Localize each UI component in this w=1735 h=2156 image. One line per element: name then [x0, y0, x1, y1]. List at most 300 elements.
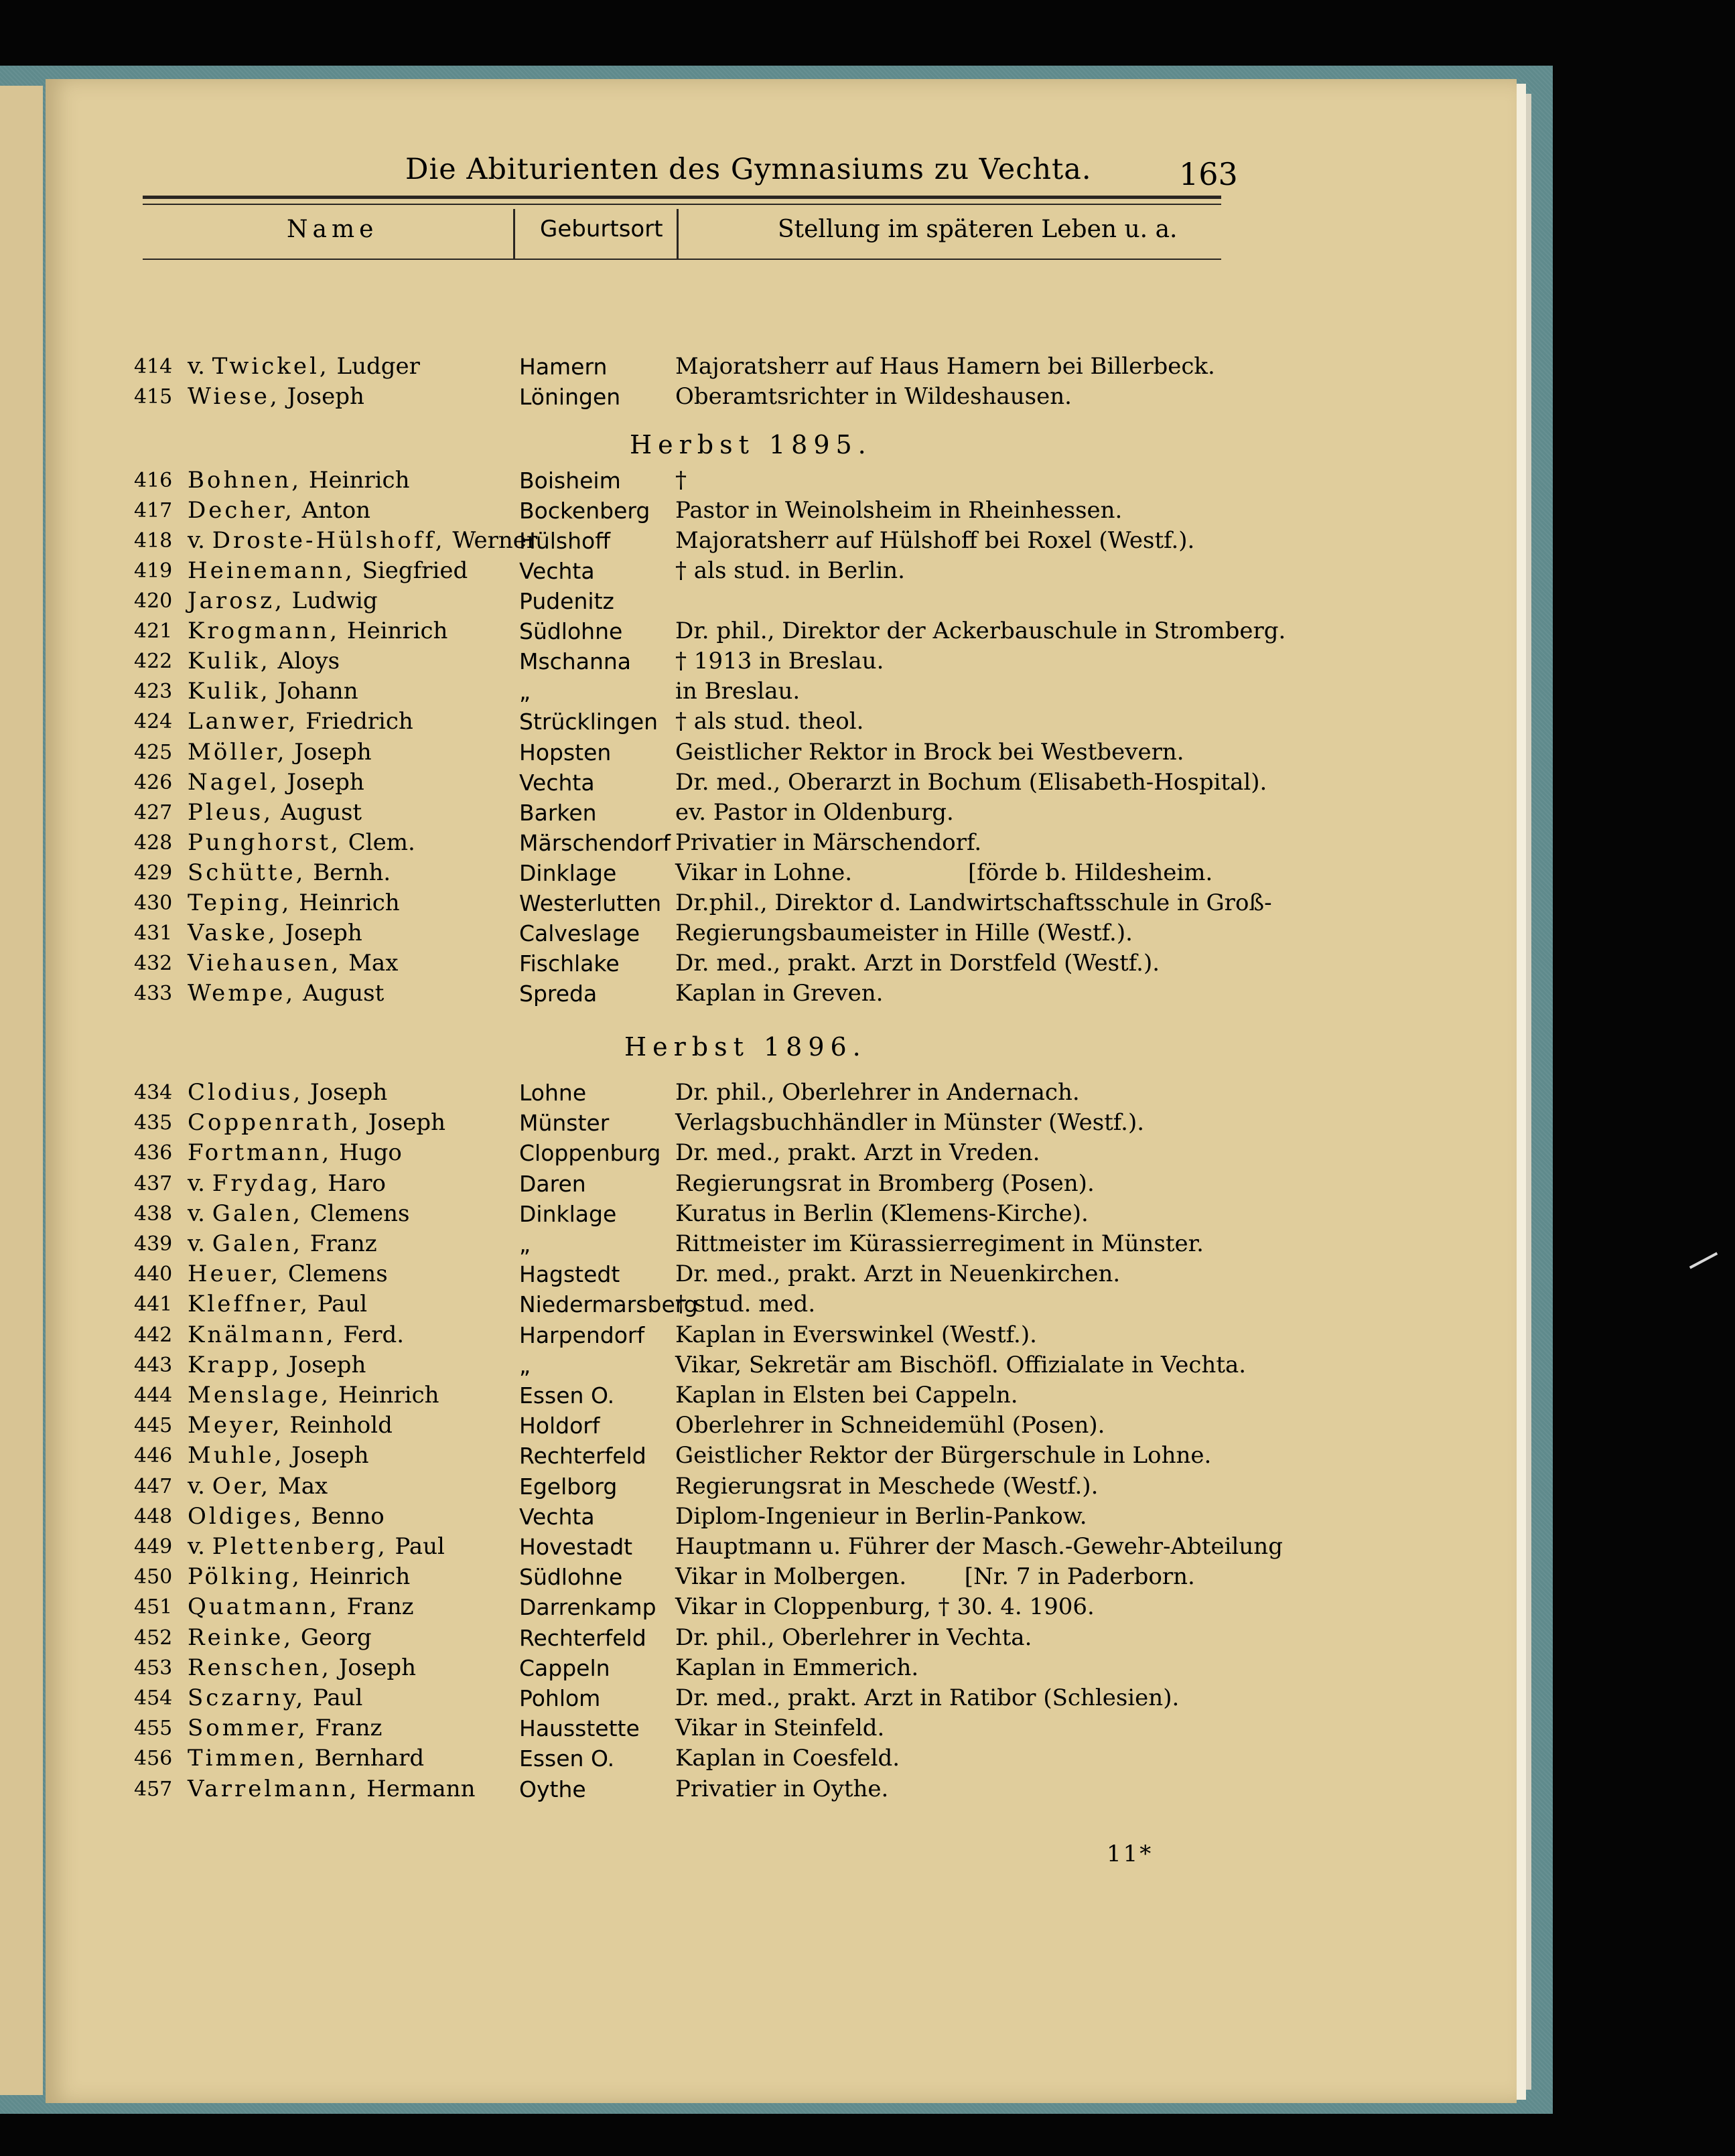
name-prefix: v. — [188, 1473, 212, 1500]
surname: Bohnen, — [188, 467, 302, 494]
career-note: Hauptmann u. Führer der Masch.-Gewehr-Abteilung — [675, 1533, 1283, 1560]
career-note: Kuratus in Berlin (Klemens-Kirche). — [675, 1200, 1089, 1227]
surname: Oldiges, — [188, 1503, 304, 1530]
entry-number: 438 — [134, 1202, 173, 1226]
career-note: ev. Pastor in Oldenburg. — [675, 799, 954, 826]
student-name — [188, 556, 468, 586]
career-note: Geistlicher Rektor der Bürgerschule in Lohne. — [675, 1442, 1212, 1469]
list-item — [0, 768, 1340, 798]
student-name — [188, 798, 362, 828]
entry-number: 421 — [134, 620, 173, 643]
list-item — [0, 1380, 1340, 1411]
entry-number: 455 — [134, 1717, 173, 1740]
surname: Timmen, — [188, 1745, 307, 1772]
student-name — [188, 1289, 367, 1319]
birthplace: Rechterfeld — [519, 1625, 646, 1651]
list-item — [0, 1683, 1340, 1713]
student-name — [188, 676, 358, 707]
given-name: Joseph — [279, 769, 364, 796]
student-name — [188, 496, 370, 526]
list-item — [0, 979, 1340, 1009]
birthplace: Südlohne — [519, 1564, 623, 1590]
student-name — [188, 1774, 475, 1804]
birthplace: Cappeln — [519, 1655, 610, 1681]
entry-number: 434 — [134, 1081, 173, 1104]
birthplace: Hausstette — [519, 1715, 640, 1741]
birthplace: Löningen — [519, 384, 621, 410]
surname: Teping, — [188, 889, 292, 916]
birthplace: Calveslage — [519, 920, 640, 946]
list-item — [0, 1078, 1340, 1108]
given-name: Bernh. — [305, 859, 391, 886]
list-item — [0, 1350, 1340, 1380]
surname: Wempe, — [188, 980, 296, 1007]
birthplace: Mschanna — [519, 648, 631, 674]
surname: Galen, — [212, 1230, 303, 1257]
list-item — [0, 737, 1340, 768]
entry-number: 451 — [134, 1595, 173, 1619]
career-note: Rittmeister im Kürassierregiment in Münster. — [675, 1230, 1204, 1257]
header-rule-thin — [143, 204, 1221, 205]
career-note: Majoratsherr auf Hülshoff bei Roxel (Westf.). — [675, 527, 1195, 554]
list-item — [0, 352, 1340, 382]
given-name: Aloys — [270, 648, 340, 674]
birthplace: Bockenberg — [519, 498, 650, 524]
given-name: Werner — [445, 527, 538, 554]
given-name: Paul — [305, 1684, 363, 1711]
career-note: Regierungsrat in Bromberg (Posen). — [675, 1170, 1095, 1197]
surname: Kulik, — [188, 678, 271, 705]
entry-number: 442 — [134, 1323, 173, 1347]
entry-number: 428 — [134, 831, 173, 855]
list-item — [0, 1562, 1340, 1592]
scanner-dust — [1689, 1252, 1718, 1269]
career-note: Vikar in Steinfeld. — [675, 1715, 885, 1741]
given-name: Friedrich — [298, 708, 413, 735]
birthplace: „ — [519, 1231, 531, 1257]
surname: Frydag, — [212, 1170, 321, 1197]
birthplace: Hovestadt — [519, 1534, 633, 1560]
student-name — [188, 1259, 388, 1289]
birthplace: Dinklage — [519, 860, 617, 886]
student-name — [188, 1320, 404, 1350]
career-note: Diplom-Ingenieur in Berlin-Pankow. — [675, 1503, 1087, 1530]
surname: Fortmann, — [188, 1139, 332, 1166]
entry-number: 445 — [134, 1414, 173, 1437]
surname: Krapp, — [188, 1352, 282, 1378]
given-name: Joseph — [331, 1654, 416, 1681]
entry-number: 416 — [134, 469, 173, 492]
birthplace: Essen O. — [519, 1745, 615, 1772]
student-name — [188, 1199, 409, 1229]
given-name: Heinrich — [331, 1382, 439, 1409]
name-prefix: v. — [188, 353, 212, 380]
surname: Heinemann, — [188, 557, 355, 584]
student-name — [188, 1743, 424, 1774]
student-name — [188, 465, 410, 496]
student-name — [188, 586, 378, 616]
surname: Muhle, — [188, 1442, 285, 1469]
career-note: Privatier in Märschendorf. — [675, 829, 982, 856]
entry-number: 439 — [134, 1232, 173, 1256]
given-name: Haro — [320, 1170, 386, 1197]
birthplace: Vechta — [519, 1504, 595, 1530]
given-name: Joseph — [287, 739, 372, 766]
career-note: Vikar, Sekretär am Bischöfl. Offizialate in Vechta. — [675, 1352, 1247, 1378]
entry-number: 426 — [134, 771, 173, 794]
birthplace: Strücklingen — [519, 709, 658, 735]
birthplace: Vechta — [519, 770, 595, 796]
given-name: Bernhard — [307, 1745, 425, 1772]
section-heading-herbst-1896: Herbst 1896. — [624, 1032, 867, 1062]
birthplace: Essen O. — [519, 1382, 615, 1409]
list-item — [0, 382, 1340, 412]
name-prefix: v. — [188, 1200, 212, 1227]
list-item — [0, 646, 1340, 676]
list-item — [0, 1713, 1340, 1743]
surname: Schütte, — [188, 859, 306, 886]
career-note: Vikar in Lohne. [förde b. Hildesheim. — [675, 859, 1213, 886]
surname: Clodius, — [188, 1079, 303, 1106]
student-name — [188, 1562, 410, 1592]
birthplace: Vechta — [519, 558, 595, 584]
given-name: Siegfried — [354, 557, 468, 584]
entry-number: 453 — [134, 1656, 173, 1680]
list-item — [0, 1138, 1340, 1168]
entry-number: 448 — [134, 1505, 173, 1528]
student-name — [188, 1411, 393, 1441]
entry-number: 420 — [134, 589, 173, 613]
given-name: Clemens — [302, 1200, 410, 1227]
career-note: † stud. med. — [675, 1291, 816, 1317]
birthplace: Fischlake — [519, 950, 620, 977]
given-name: Paul — [309, 1291, 368, 1317]
surname: Sczarny, — [188, 1684, 306, 1711]
surname: Decher, — [188, 497, 295, 524]
career-note: Verlagsbuchhändler in Münster (Westf.). — [675, 1109, 1145, 1136]
list-item — [0, 1502, 1340, 1532]
entry-number: 435 — [134, 1111, 173, 1135]
birthplace: Hopsten — [519, 739, 612, 766]
career-note: Vikar in Molbergen. [Nr. 7 in Paderborn. — [675, 1563, 1195, 1590]
entry-number: 447 — [134, 1475, 173, 1498]
student-name — [188, 948, 398, 979]
list-item — [0, 676, 1340, 707]
given-name: Ferd. — [336, 1321, 405, 1348]
given-name: Joseph — [303, 1079, 388, 1106]
entry-number: 449 — [134, 1535, 173, 1559]
page-block-edge — [1517, 84, 1526, 2100]
student-name — [188, 858, 391, 888]
entry-number: 431 — [134, 922, 173, 945]
student-name — [188, 1078, 387, 1108]
career-note: Privatier in Oythe. — [675, 1776, 889, 1802]
student-name — [188, 1713, 382, 1743]
career-note: in Breslau. — [675, 678, 801, 705]
list-item — [0, 828, 1340, 858]
student-name — [188, 382, 364, 412]
list-item — [0, 707, 1340, 737]
list-item — [0, 798, 1340, 828]
given-name: Ludger — [329, 353, 420, 380]
birthplace: Barken — [519, 800, 597, 826]
given-name: Johann — [270, 678, 358, 705]
entry-number: 446 — [134, 1444, 173, 1467]
surname: Coppenrath, — [188, 1109, 361, 1136]
page-block-edge-shadow — [1526, 94, 1531, 2090]
student-name — [188, 1532, 445, 1562]
career-note: Dr. phil., Oberlehrer in Andernach. — [675, 1079, 1080, 1106]
surname: Varrelmann, — [188, 1776, 360, 1802]
surname: Sommer, — [188, 1715, 308, 1741]
entry-number: 437 — [134, 1172, 173, 1196]
career-note: † 1913 in Breslau. — [675, 648, 884, 674]
surname: Punghorst, — [188, 829, 341, 856]
birthplace: Hülshoff — [519, 528, 610, 554]
birthplace: Holdorf — [519, 1413, 600, 1439]
list-item — [0, 1169, 1340, 1199]
list-item — [0, 858, 1340, 888]
list-item — [0, 1289, 1340, 1319]
entry-number: 419 — [134, 559, 173, 583]
name-prefix: v. — [188, 527, 212, 554]
given-name: Joseph — [360, 1109, 446, 1136]
birthplace: Rechterfeld — [519, 1443, 646, 1469]
entry-number: 443 — [134, 1354, 173, 1377]
surname: Kleffner, — [188, 1291, 310, 1317]
printer-signature: 11* — [1107, 1841, 1154, 1867]
list-item — [0, 1229, 1340, 1259]
surname: Krogmann, — [188, 618, 340, 644]
birthplace: Darrenkamp — [519, 1594, 656, 1620]
surname: Plettenberg, — [212, 1533, 388, 1560]
given-name: Joseph — [277, 920, 362, 946]
given-name: Hugo — [332, 1139, 402, 1166]
career-note: Majoratsherr auf Haus Hamern bei Billerbeck. — [675, 353, 1215, 380]
given-name: August — [273, 799, 362, 826]
surname: Wiese, — [188, 383, 280, 410]
career-note: Dr. med., prakt. Arzt in Vreden. — [675, 1139, 1040, 1166]
list-item — [0, 1743, 1340, 1774]
surname: Möller, — [188, 739, 287, 766]
career-note: Dr. med., prakt. Arzt in Neuenkirchen. — [675, 1261, 1121, 1287]
birthplace: „ — [519, 1352, 531, 1378]
birthplace: Boisheim — [519, 468, 621, 494]
student-name — [188, 737, 372, 768]
career-note: Regierungsbaumeister in Hille (Westf.). — [675, 920, 1133, 946]
birthplace: Pudenitz — [519, 588, 614, 614]
column-header-name: Name — [287, 216, 378, 243]
list-item — [0, 1774, 1340, 1804]
entry-number: 423 — [134, 680, 173, 703]
surname: Nagel, — [188, 769, 280, 796]
surname: Pölking, — [188, 1563, 302, 1590]
list-item — [0, 465, 1340, 496]
name-prefix: v. — [188, 1533, 212, 1560]
career-note: Kaplan in Coesfeld. — [675, 1745, 900, 1772]
entry-number: 456 — [134, 1747, 173, 1770]
student-name — [188, 1623, 372, 1653]
entry-number: 414 — [134, 355, 173, 378]
student-name — [188, 1380, 439, 1411]
given-name: Joseph — [281, 1352, 366, 1378]
surname: Meyer, — [188, 1412, 283, 1439]
entry-number: 429 — [134, 861, 173, 885]
career-note: Oberamtsrichter in Wildeshausen. — [675, 383, 1072, 410]
birthplace: Dinklage — [519, 1201, 617, 1227]
page-number: 163 — [1179, 156, 1238, 192]
given-name: Benno — [303, 1503, 385, 1530]
student-name — [188, 707, 413, 737]
list-item — [0, 1592, 1340, 1622]
list-item — [0, 1411, 1340, 1441]
birthplace: Cloppenburg — [519, 1140, 661, 1166]
career-note: Dr.phil., Direktor d. Landwirtschaftsschule in Groß- — [675, 889, 1272, 916]
surname: Pleus, — [188, 799, 274, 826]
list-item — [0, 616, 1340, 646]
list-item — [0, 1199, 1340, 1229]
list-item — [0, 1108, 1340, 1138]
list-item — [0, 1259, 1340, 1289]
given-name: Franz — [302, 1230, 377, 1257]
column-header-birthplace: Geburtsort — [540, 216, 663, 242]
list-item — [0, 948, 1340, 979]
name-prefix: v. — [188, 1230, 212, 1257]
surname: Quatmann, — [188, 1593, 340, 1620]
entry-number: 424 — [134, 710, 173, 733]
student-name — [188, 1592, 414, 1622]
entry-number: 425 — [134, 741, 173, 764]
given-name: Heinrich — [301, 467, 410, 494]
surname: Reinke, — [188, 1624, 294, 1651]
career-note: Dr. phil., Oberlehrer in Vechta. — [675, 1624, 1032, 1651]
list-item — [0, 1320, 1340, 1350]
student-name — [188, 1350, 366, 1380]
entry-number: 418 — [134, 529, 173, 553]
surname: Kulik, — [188, 648, 271, 674]
given-name: Max — [341, 950, 399, 977]
birthplace: Niedermarsberg — [519, 1291, 698, 1317]
entry-number: 417 — [134, 499, 173, 522]
surname: Viehausen, — [188, 950, 342, 977]
birthplace: Harpendorf — [519, 1322, 645, 1348]
entry-number: 450 — [134, 1565, 173, 1589]
career-note: Dr. phil., Direktor der Ackerbauschule in Stromberg. — [675, 618, 1286, 644]
surname: Heuer, — [188, 1261, 281, 1287]
birthplace: Oythe — [519, 1776, 586, 1802]
list-item — [0, 1623, 1340, 1653]
career-note: Kaplan in Elsten bei Cappeln. — [675, 1382, 1018, 1409]
birthplace: Hamern — [519, 354, 608, 380]
entry-number: 415 — [134, 385, 173, 409]
given-name: Franz — [339, 1593, 414, 1620]
given-name: Georg — [293, 1624, 372, 1651]
student-name — [188, 1653, 416, 1683]
career-note: Kaplan in Greven. — [675, 980, 884, 1007]
birthplace: Südlohne — [519, 618, 623, 644]
student-name — [188, 1229, 377, 1259]
student-name — [188, 526, 537, 556]
list-item — [0, 1471, 1340, 1502]
student-name — [188, 1683, 362, 1713]
given-name: Franz — [307, 1715, 383, 1741]
career-note: Pastor in Weinolsheim in Rheinhessen. — [675, 497, 1123, 524]
birthplace: Märschendorf — [519, 830, 671, 856]
column-header-career: Stellung im späteren Leben u. a. — [778, 216, 1178, 243]
student-name — [188, 828, 415, 858]
surname: Jarosz, — [188, 587, 285, 614]
career-note: Kaplan in Emmerich. — [675, 1654, 919, 1681]
table-header-rule — [143, 259, 1221, 260]
entry-number: 432 — [134, 952, 173, 975]
birthplace: „ — [519, 678, 531, 705]
running-header-title: Die Abiturienten des Gymnasiums zu Vechta. — [405, 153, 1092, 186]
student-name — [188, 1441, 369, 1471]
career-note: † als stud. theol. — [675, 708, 864, 735]
career-note: Oberlehrer in Schneidemühl (Posen). — [675, 1412, 1105, 1439]
birthplace: Egelborg — [519, 1474, 618, 1500]
list-item — [0, 496, 1340, 526]
given-name: Joseph — [279, 383, 364, 410]
entry-number: 440 — [134, 1263, 173, 1286]
career-note: † als stud. in Berlin. — [675, 557, 905, 584]
given-name: Heinrich — [340, 618, 448, 644]
column-divider — [677, 209, 679, 260]
birthplace: Spreda — [519, 981, 598, 1007]
career-note: † — [675, 467, 687, 494]
surname: Oer, — [212, 1473, 271, 1500]
student-name — [188, 1169, 386, 1199]
name-prefix: v. — [188, 1170, 212, 1197]
career-note: Dr. med., prakt. Arzt in Ratibor (Schlesien). — [675, 1684, 1180, 1711]
column-divider — [513, 209, 515, 260]
student-name — [188, 352, 420, 382]
surname: Lanwer, — [188, 708, 299, 735]
birthplace: Münster — [519, 1110, 610, 1136]
surname: Droste-Hülshoff, — [212, 527, 445, 554]
birthplace: Hagstedt — [519, 1261, 620, 1287]
surname: Twickel, — [212, 353, 330, 380]
entry-number: 430 — [134, 891, 173, 915]
career-note: Dr. med., prakt. Arzt in Dorstfeld (Westf.). — [675, 950, 1160, 977]
surname: Renschen, — [188, 1654, 332, 1681]
surname: Knälmann, — [188, 1321, 336, 1348]
given-name: Heinrich — [291, 889, 400, 916]
entry-number: 454 — [134, 1686, 173, 1710]
section-heading-herbst-1895: Herbst 1895. — [630, 430, 872, 459]
given-name: Max — [271, 1473, 328, 1500]
student-name — [188, 616, 447, 646]
student-name — [188, 979, 384, 1009]
entry-number: 444 — [134, 1384, 173, 1407]
entry-number: 433 — [134, 982, 173, 1005]
career-note: Geistlicher Rektor in Brock bei Westbevern. — [675, 739, 1184, 766]
career-note: Kaplan in Everswinkel (Westf.). — [675, 1321, 1037, 1348]
entry-number: 427 — [134, 801, 173, 824]
list-item — [0, 1653, 1340, 1683]
surname: Galen, — [212, 1200, 303, 1227]
birthplace: Lohne — [519, 1080, 587, 1106]
student-name — [188, 1502, 385, 1532]
header-rule-thick — [143, 196, 1221, 199]
entry-number: 441 — [134, 1293, 173, 1316]
given-name: Clem. — [340, 829, 415, 856]
given-name: Joseph — [284, 1442, 369, 1469]
student-name — [188, 768, 364, 798]
birthplace: Westerlutten — [519, 890, 662, 916]
student-name — [188, 1471, 328, 1502]
student-name — [188, 1138, 402, 1168]
